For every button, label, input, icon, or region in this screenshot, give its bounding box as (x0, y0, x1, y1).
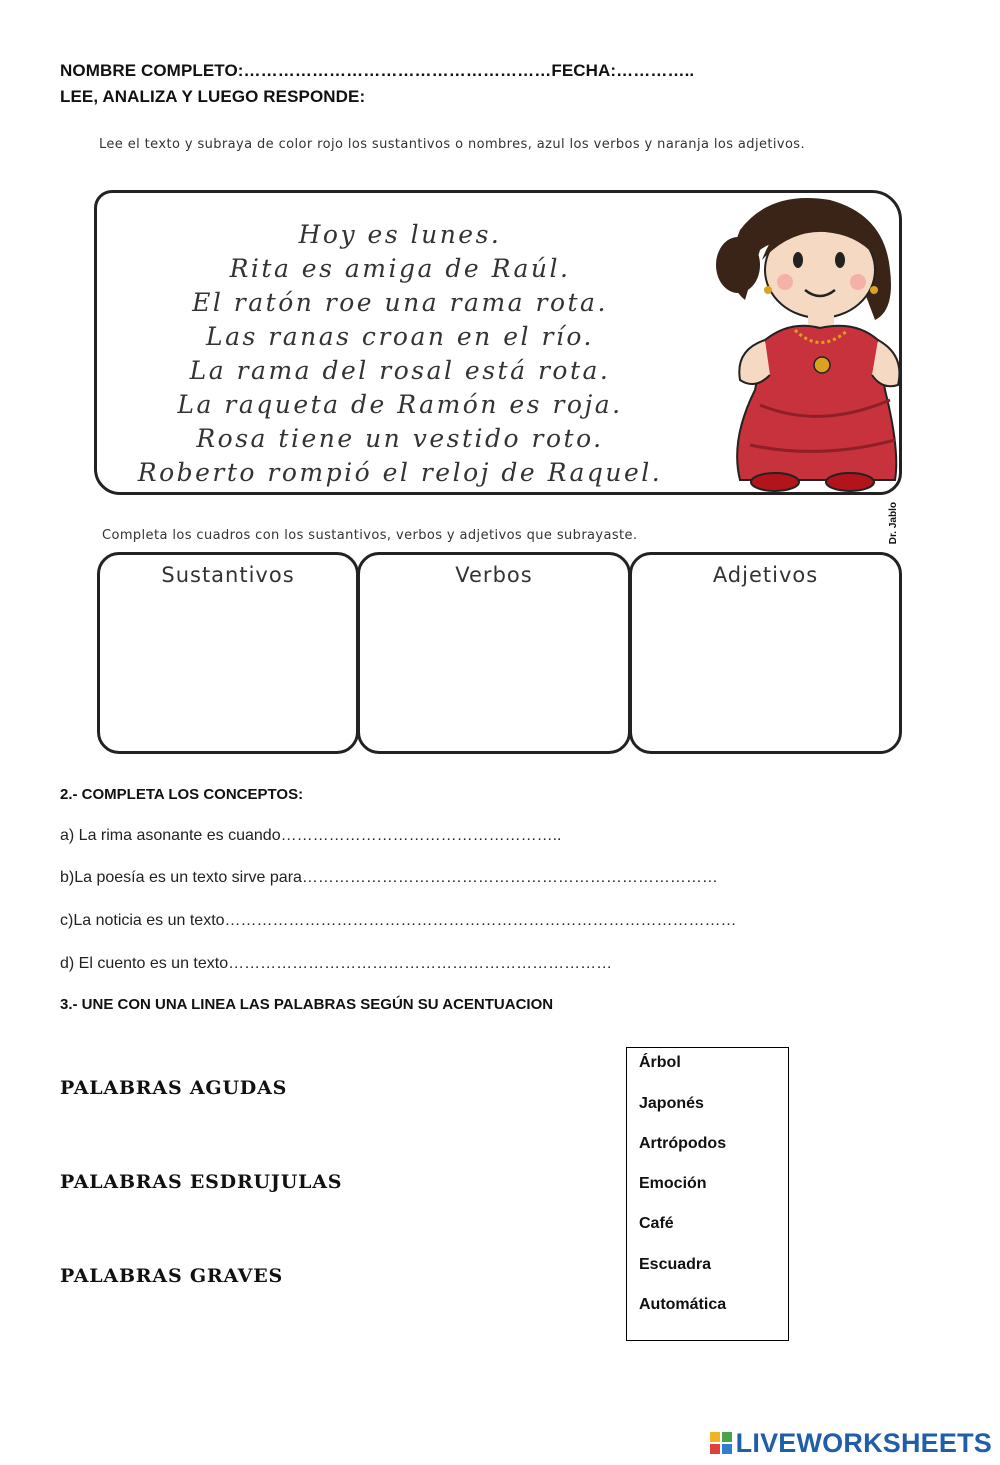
poem-line: La rama del rosal está rota. (189, 356, 611, 385)
logo-text: LIVEWORKSHEETS (735, 1428, 992, 1458)
word-item[interactable]: Automática (639, 1296, 727, 1313)
column-title: Adjetivos (712, 563, 819, 587)
section-2-title: 2.- COMPLETA LOS CONCEPTOS: (60, 786, 304, 803)
complete-instruction: Completa los cuadros con los sustantivos, verbos y adjetivos que subrayaste. (102, 528, 638, 543)
adjetivos-box[interactable] (629, 552, 902, 754)
read-instruction: LEE, ANALIZA Y LUEGO RESPONDE: (60, 87, 366, 106)
poem-line: El ratón roe una rama rota. (192, 288, 608, 317)
section-3-title: 3.- UNE CON UNA LINEA LAS PALABRAS SEGÚN SU ACENTUACION (60, 996, 554, 1013)
word-item[interactable]: Árbol (639, 1054, 681, 1071)
name-date-line: NOMBRE COMPLETO:………………………………………………FECHA:………….. (60, 61, 695, 80)
poem-line: Hoy es lunes. (298, 220, 502, 249)
category-graves[interactable]: PALABRAS GRAVES (60, 1265, 283, 1287)
verbos-box[interactable] (357, 552, 631, 754)
poem-line: Rosa tiene un vestido roto. (196, 424, 604, 453)
poem-line: Rita es amiga de Raúl. (229, 254, 571, 283)
liveworksheets-logo (710, 1428, 992, 1459)
poem-line: Las ranas croan en el río. (206, 322, 594, 351)
poem-line: Roberto rompió el reloj de Raquel. (137, 458, 663, 487)
word-item[interactable]: Escuadra (639, 1256, 712, 1273)
category-agudas[interactable]: PALABRAS AGUDAS (60, 1077, 288, 1099)
sustantivos-box[interactable] (97, 552, 359, 754)
concept-d: d) El cuento es un texto……………………………………………………………… (60, 955, 613, 972)
word-item[interactable]: Japonés (639, 1095, 704, 1112)
concept-b: b)La poesía es un texto sirve para…………………………………………………………………… (60, 869, 718, 886)
column-title: Sustantivos (161, 563, 295, 587)
column-title: Verbos (455, 563, 533, 587)
word-item[interactable]: Café (639, 1215, 674, 1232)
word-item[interactable]: Emoción (639, 1175, 707, 1192)
girl-illustration (700, 190, 905, 495)
concept-a: a) La rima asonante es cuando…………………………………………….. (60, 827, 562, 844)
poem-line: La raqueta de Ramón es roja. (177, 390, 623, 419)
concept-c: c)La noticia es un texto…………………………………………………………………………………… (60, 912, 737, 929)
logo-icon (710, 1432, 732, 1454)
poem-text (100, 218, 700, 490)
category-esdrujulas[interactable]: PALABRAS ESDRUJULAS (60, 1171, 343, 1193)
word-item[interactable]: Artrópodos (639, 1135, 727, 1152)
author-mark: Dr. Jablo (888, 502, 899, 545)
exercise-instruction: Lee el texto y subraya de color rojo los sustantivos o nombres, azul los verbos y naranja los adjetivos. (99, 137, 806, 152)
word-list (626, 1047, 789, 1341)
